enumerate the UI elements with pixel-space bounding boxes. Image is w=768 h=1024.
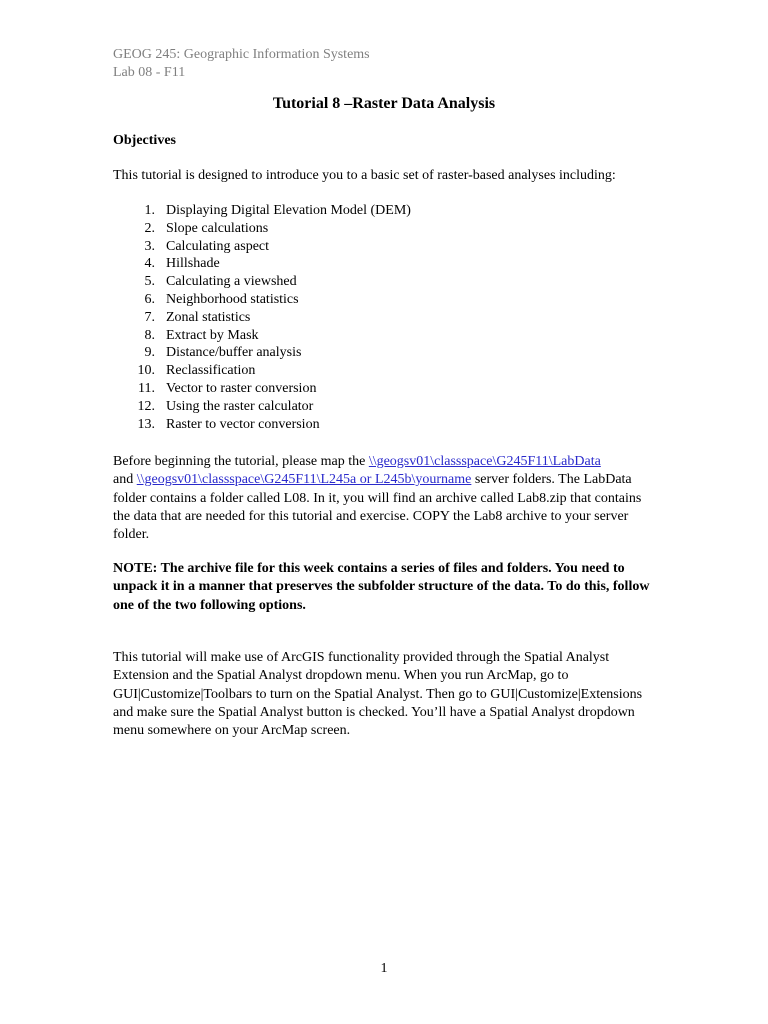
before-text-3: server folders. The LabData folder contains a folder called L08. In it, you will find an archive called Lab8.zip that contains the data that are needed for this tutorial and exercise. COPY the Lab8 archive to your server folder. — [113, 472, 642, 543]
list-item-number: 4. — [144, 256, 155, 272]
objectives-intro: This tutorial is designed to introduce you to a basic set of raster-based analyses including: — [113, 168, 616, 183]
list-item-number: 6. — [144, 291, 155, 307]
labdata-folder-link[interactable]: \\geogsv01\classspace\G245F11\LabData — [368, 454, 601, 469]
list-item-number: 10. — [137, 363, 155, 379]
user-folder-link[interactable]: \\geogsv01\classspace\G245F11\L245a or L245b\yourname — [136, 472, 472, 488]
list-item-number: 7. — [144, 309, 155, 325]
list-item-text: Slope calculations — [166, 220, 269, 236]
course-title: GEOG 245: Geographic Information Systems — [113, 47, 370, 62]
note-paragraph: NOTE: The archive file for this week contains a series of files and folders. You need to unpack it in a manner that preserves the subfolder structure of the data. To do this, follow one of the two following options. — [113, 561, 650, 613]
arcgis-paragraph: This tutorial will make use of ArcGIS functionality provided through the Spatial Analyst Extension and the Spatial Analyst dropdown menu. When you run ArcMap, go to GUI|Customize|Toolbars to turn on the Spatial Analyst. Then go to GUI|Customize|Extensions and make sure the Spatial Analyst button is checked. You’ll have a Spatial Analyst dropdown menu somewhere on your ArcMap screen. — [113, 650, 643, 739]
list-item-text: Calculating aspect — [166, 238, 270, 254]
before-text-2: and — [113, 472, 137, 488]
list-item-text: Vector to raster conversion — [166, 380, 317, 396]
list-item-number: 2. — [144, 220, 155, 236]
list-item-text: Displaying Digital Elevation Model (DEM) — [166, 203, 411, 218]
list-item-number: 1. — [144, 203, 155, 218]
page-number: 1 — [380, 961, 388, 976]
list-item-number: 5. — [144, 274, 155, 290]
objectives-heading: Objectives — [113, 133, 176, 148]
list-item-text: Raster to vector conversion — [166, 416, 320, 432]
list-item-text: Zonal statistics — [166, 309, 251, 325]
list-item-text: Using the raster calculator — [166, 398, 314, 414]
page-header — [113, 46, 370, 82]
list-item-number: 13. — [137, 416, 155, 432]
list-item-text: Reclassification — [166, 363, 256, 379]
before-text-1: Before beginning the tutorial, please map the — [113, 454, 369, 469]
list-item-number: 3. — [144, 238, 155, 254]
list-item-number: 12. — [137, 398, 155, 414]
list-item-text: Neighborhood statistics — [166, 291, 299, 307]
document-title: Tutorial 8 –Raster Data Analysis — [272, 95, 496, 112]
before-beginning-paragraph — [113, 453, 658, 544]
list-item-text: Distance/buffer analysis — [166, 345, 302, 361]
list-item-number: 8. — [144, 327, 155, 343]
list-item-text: Hillshade — [166, 256, 220, 272]
lab-label: Lab 08 - F11 — [113, 65, 186, 80]
list-item-text: Calculating a viewshed — [166, 274, 297, 290]
list-item-number: 11. — [138, 380, 155, 396]
list-item-number: 9. — [144, 345, 155, 361]
list-item-text: Extract by Mask — [166, 327, 259, 343]
